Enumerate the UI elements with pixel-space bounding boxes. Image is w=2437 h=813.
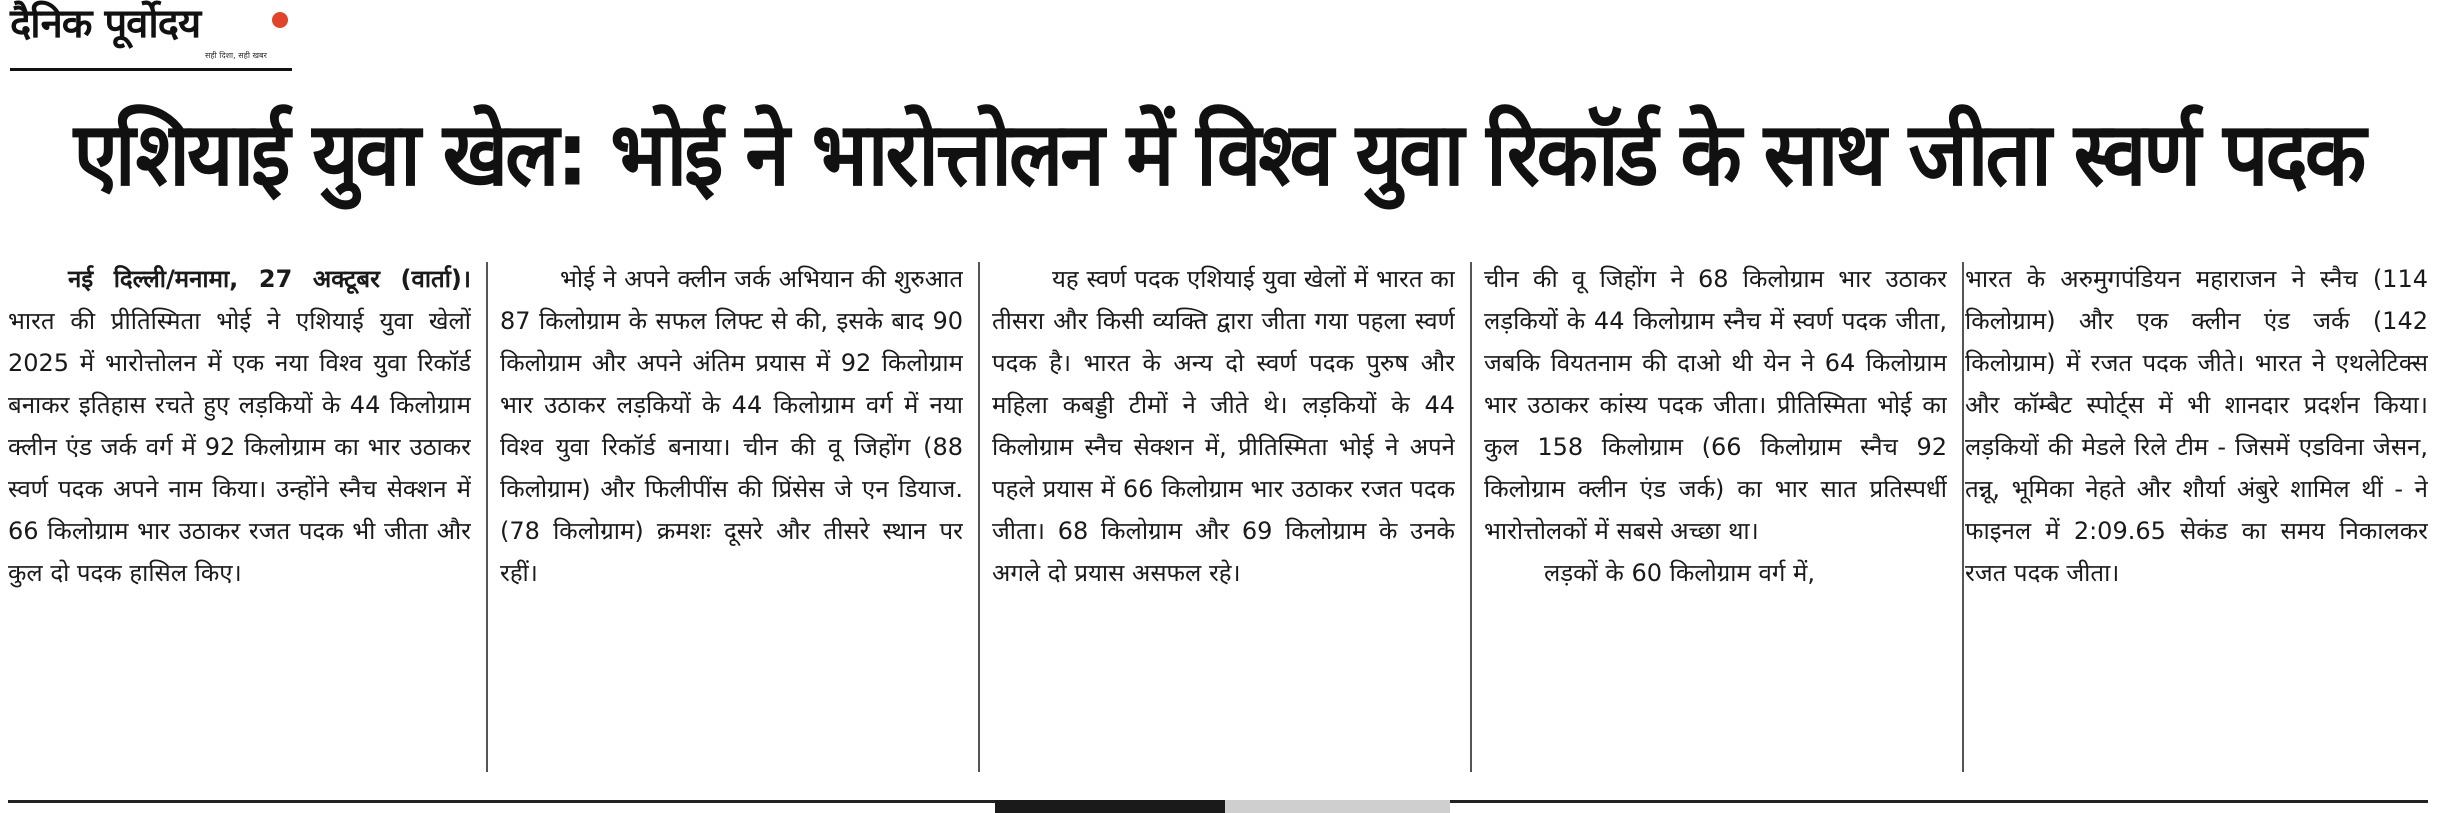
article-column-4-text-continued: लड़कों के 60 किलोग्राम वर्ग में, <box>1544 559 1815 587</box>
masthead-tagline: सही दिशा, सही खबर <box>205 51 267 60</box>
article-column-4 <box>1484 258 1947 778</box>
article-column-4-text: चीन की वू जिहोंग ने 68 किलोग्राम भार उठाकर लड़कियों के 44 किलोग्राम स्नैच में स्वर्ण पदक जीता, जबकि वियतनाम की दाओ थी येन ने 64 किलोग्राम भार उठाकर कांस्य पदक जीता। प्रीतिस्मिता भोई का कुल 158 किलोग्राम (66 किलोग्राम स्नैच 92 किलोग्राम क्लीन एंड जर्क) का भार सात प्रतिस्पर्धी भारोत्तोलकों में सबसे अच्छा था। <box>1484 265 1947 545</box>
article-body <box>8 258 2428 778</box>
article-column-1-text: भारत की प्रीतिस्मिता भोई ने एशियाई युवा खेलों 2025 में भारोत्तोलन में एक नया विश्व युवा रिकॉर्ड बनाकर इतिहास रचते हुए लड़कियों के 44 किलोग्राम क्लीन एंड जर्क वर्ग में 92 किलोग्राम का भार उठाकर स्वर्ण पदक अपने नाम किया। उन्होंने स्नैच सेक्शन में 66 किलोग्राम भार उठाकर रजत पदक भी जीता और कुल दो पदक हासिल किए। <box>8 307 471 587</box>
masthead-underline <box>10 68 292 71</box>
article-column-5-text: भारत के अरुमुगपंडियन महाराजन ने स्नैच (114 किलोग्राम) और एक क्लीन एंड जर्क (142 किलोग्राम) में रजत पदक जीते। भारत ने एथलेटिक्स और कॉम्बैट स्पोर्ट्स में भी शानदार प्रदर्शन किया। लड़कियों की मेडले रिले टीम - जिसमें एडविना जेसन, तन्नू, भूमिका नेहते और शौर्या अंबुरे शामिल थीं - ने फाइनल में 2:09.65 सेकंड का समय निकालकर रजत पदक जीता। <box>1965 265 2428 587</box>
bottom-bar-dark <box>995 800 1225 813</box>
column-divider <box>486 262 488 772</box>
bottom-bar-light <box>1225 800 1450 813</box>
article-column-1 <box>8 258 471 778</box>
column-divider <box>1962 262 1964 772</box>
article-headline: एशियाई युवा खेल: भोई ने भारोत्तोलन में विश्व युवा रिकॉर्ड के साथ जीता स्वर्ण पदक <box>73 103 2364 206</box>
article-column-3-text: यह स्वर्ण पदक एशियाई युवा खेलों में भारत का तीसरा और किसी व्यक्ति द्वारा जीता गया पहला स्वर्ण पदक है। भारत के अन्य दो स्वर्ण पदक पुरुष और महिला कबड्डी टीमों ने जीते थे। लड़कियों के 44 किलोग्राम स्नैच सेक्शन में, प्रीतिस्मिता भोई ने अपने पहले प्रयास में 66 किलोग्राम भार उठाकर रजत पदक जीता। 68 किलोग्राम और 69 किलोग्राम के उनके अगले दो प्रयास असफल रहे। <box>992 265 1455 587</box>
column-divider <box>1470 262 1472 772</box>
article-dateline: नई दिल्ली/मनामा, 27 अक्टूबर (वार्ता)। <box>68 265 471 293</box>
article-column-3 <box>992 258 1455 778</box>
masthead <box>10 2 310 72</box>
article-column-2-text: भोई ने अपने क्लीन जर्क अभियान की शुरुआत 87 किलोग्राम के सफल लिफ्ट से की, इसके बाद 90 किलोग्राम और अपने अंतिम प्रयास में 92 किलोग्राम भार उठाकर लड़कियों के 44 किलोग्राम वर्ग में नया विश्व युवा रिकॉर्ड बनाया। चीन की वू जिहोंग (88 किलोग्राम) और फिलीपींस की प्रिंसेस जे एन डियाज.(78 किलोग्राम) क्रमशः दूसरे और तीसरे स्थान पर रहीं। <box>500 265 963 587</box>
article-column-2 <box>500 258 963 778</box>
logo-sun-icon <box>272 12 288 28</box>
masthead-logo: दैनिक पूर्वोदय <box>10 1 201 47</box>
column-divider <box>978 262 980 772</box>
article-column-5 <box>1965 258 2428 778</box>
